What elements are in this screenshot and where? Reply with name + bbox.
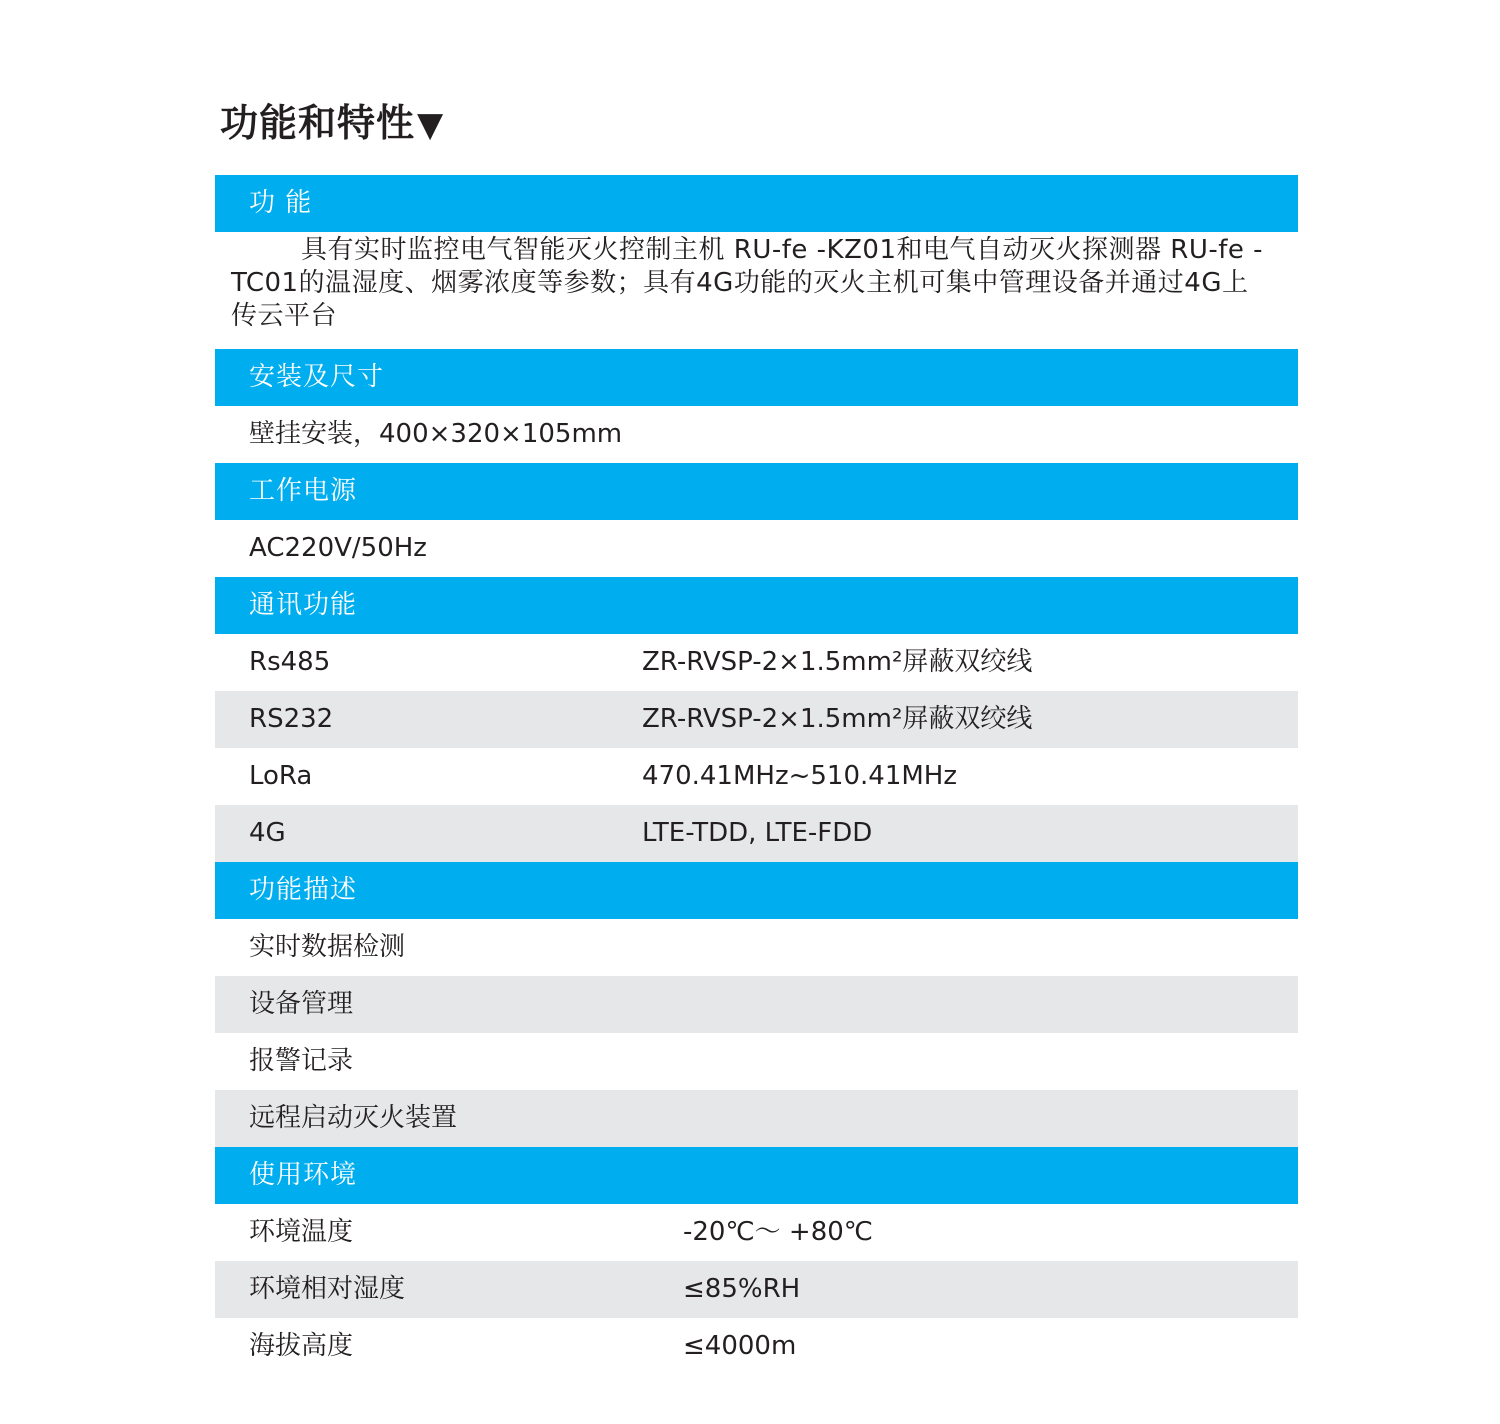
list-item <box>215 919 1298 976</box>
function-description-block <box>215 232 1298 349</box>
installation-row <box>215 406 1298 463</box>
row-value: ZR-RVSP-2×1.5mm²屏蔽双绞线 <box>642 647 1033 677</box>
row-label: 海拔高度 <box>249 1331 354 1361</box>
installation-value: 壁挂安装，400×320×105mm <box>249 419 623 449</box>
section-header-installation: 安装及尺寸 <box>215 349 1298 406</box>
row-label: LoRa <box>249 761 313 791</box>
table-row-lora <box>215 748 1298 805</box>
feature-label: 报警记录 <box>249 1046 354 1076</box>
row-value: ≤4000m <box>683 1331 797 1361</box>
row-label: Rs485 <box>249 647 331 677</box>
table-row-altitude <box>215 1318 1298 1375</box>
table-row-4g <box>215 805 1298 862</box>
list-item <box>215 1090 1298 1147</box>
feature-label: 远程启动灭火装置 <box>249 1103 458 1133</box>
page-title-text: 功能和特性 <box>220 101 416 145</box>
row-value: ZR-RVSP-2×1.5mm²屏蔽双绞线 <box>642 704 1033 734</box>
row-value: LTE-TDD, LTE-FDD <box>642 818 873 848</box>
list-item <box>215 1033 1298 1090</box>
table-row-humidity <box>215 1261 1298 1318</box>
row-label: 环境温度 <box>249 1217 354 1247</box>
section-header-power: 工作电源 <box>215 463 1298 520</box>
row-value: -20℃～ +80℃ <box>683 1217 873 1247</box>
table-row-temperature <box>215 1204 1298 1261</box>
row-label: 环境相对湿度 <box>249 1274 406 1304</box>
row-label: 4G <box>249 818 286 848</box>
list-item <box>215 976 1298 1033</box>
power-value: AC220V/50Hz <box>249 533 427 563</box>
row-label: RS232 <box>249 704 334 734</box>
section-header-function: 功 能 <box>215 175 1298 232</box>
spec-table <box>215 175 1298 1375</box>
row-value: ≤85%RH <box>683 1274 801 1304</box>
section-header-environment: 使用环境 <box>215 1147 1298 1204</box>
table-row-rs485 <box>215 634 1298 691</box>
function-description: 具有实时监控电气智能灭火控制主机 RU-fe -KZ01和电气自动灭火探测器 RU-fe -TC01的温湿度、烟雾浓度等参数；具有4G功能的灭火主机可集中管理设备并通过4G上传云平台 <box>231 235 1264 331</box>
section-header-communication: 通讯功能 <box>215 577 1298 634</box>
section-header-features: 功能描述 <box>215 862 1298 919</box>
power-row <box>215 520 1298 577</box>
row-value: 470.41MHz~510.41MHz <box>642 761 957 791</box>
feature-label: 实时数据检测 <box>249 932 406 962</box>
feature-label: 设备管理 <box>249 989 354 1019</box>
table-row-rs232 <box>215 691 1298 748</box>
triangle-down-icon: ▼ <box>417 105 445 145</box>
page-title <box>220 92 444 147</box>
